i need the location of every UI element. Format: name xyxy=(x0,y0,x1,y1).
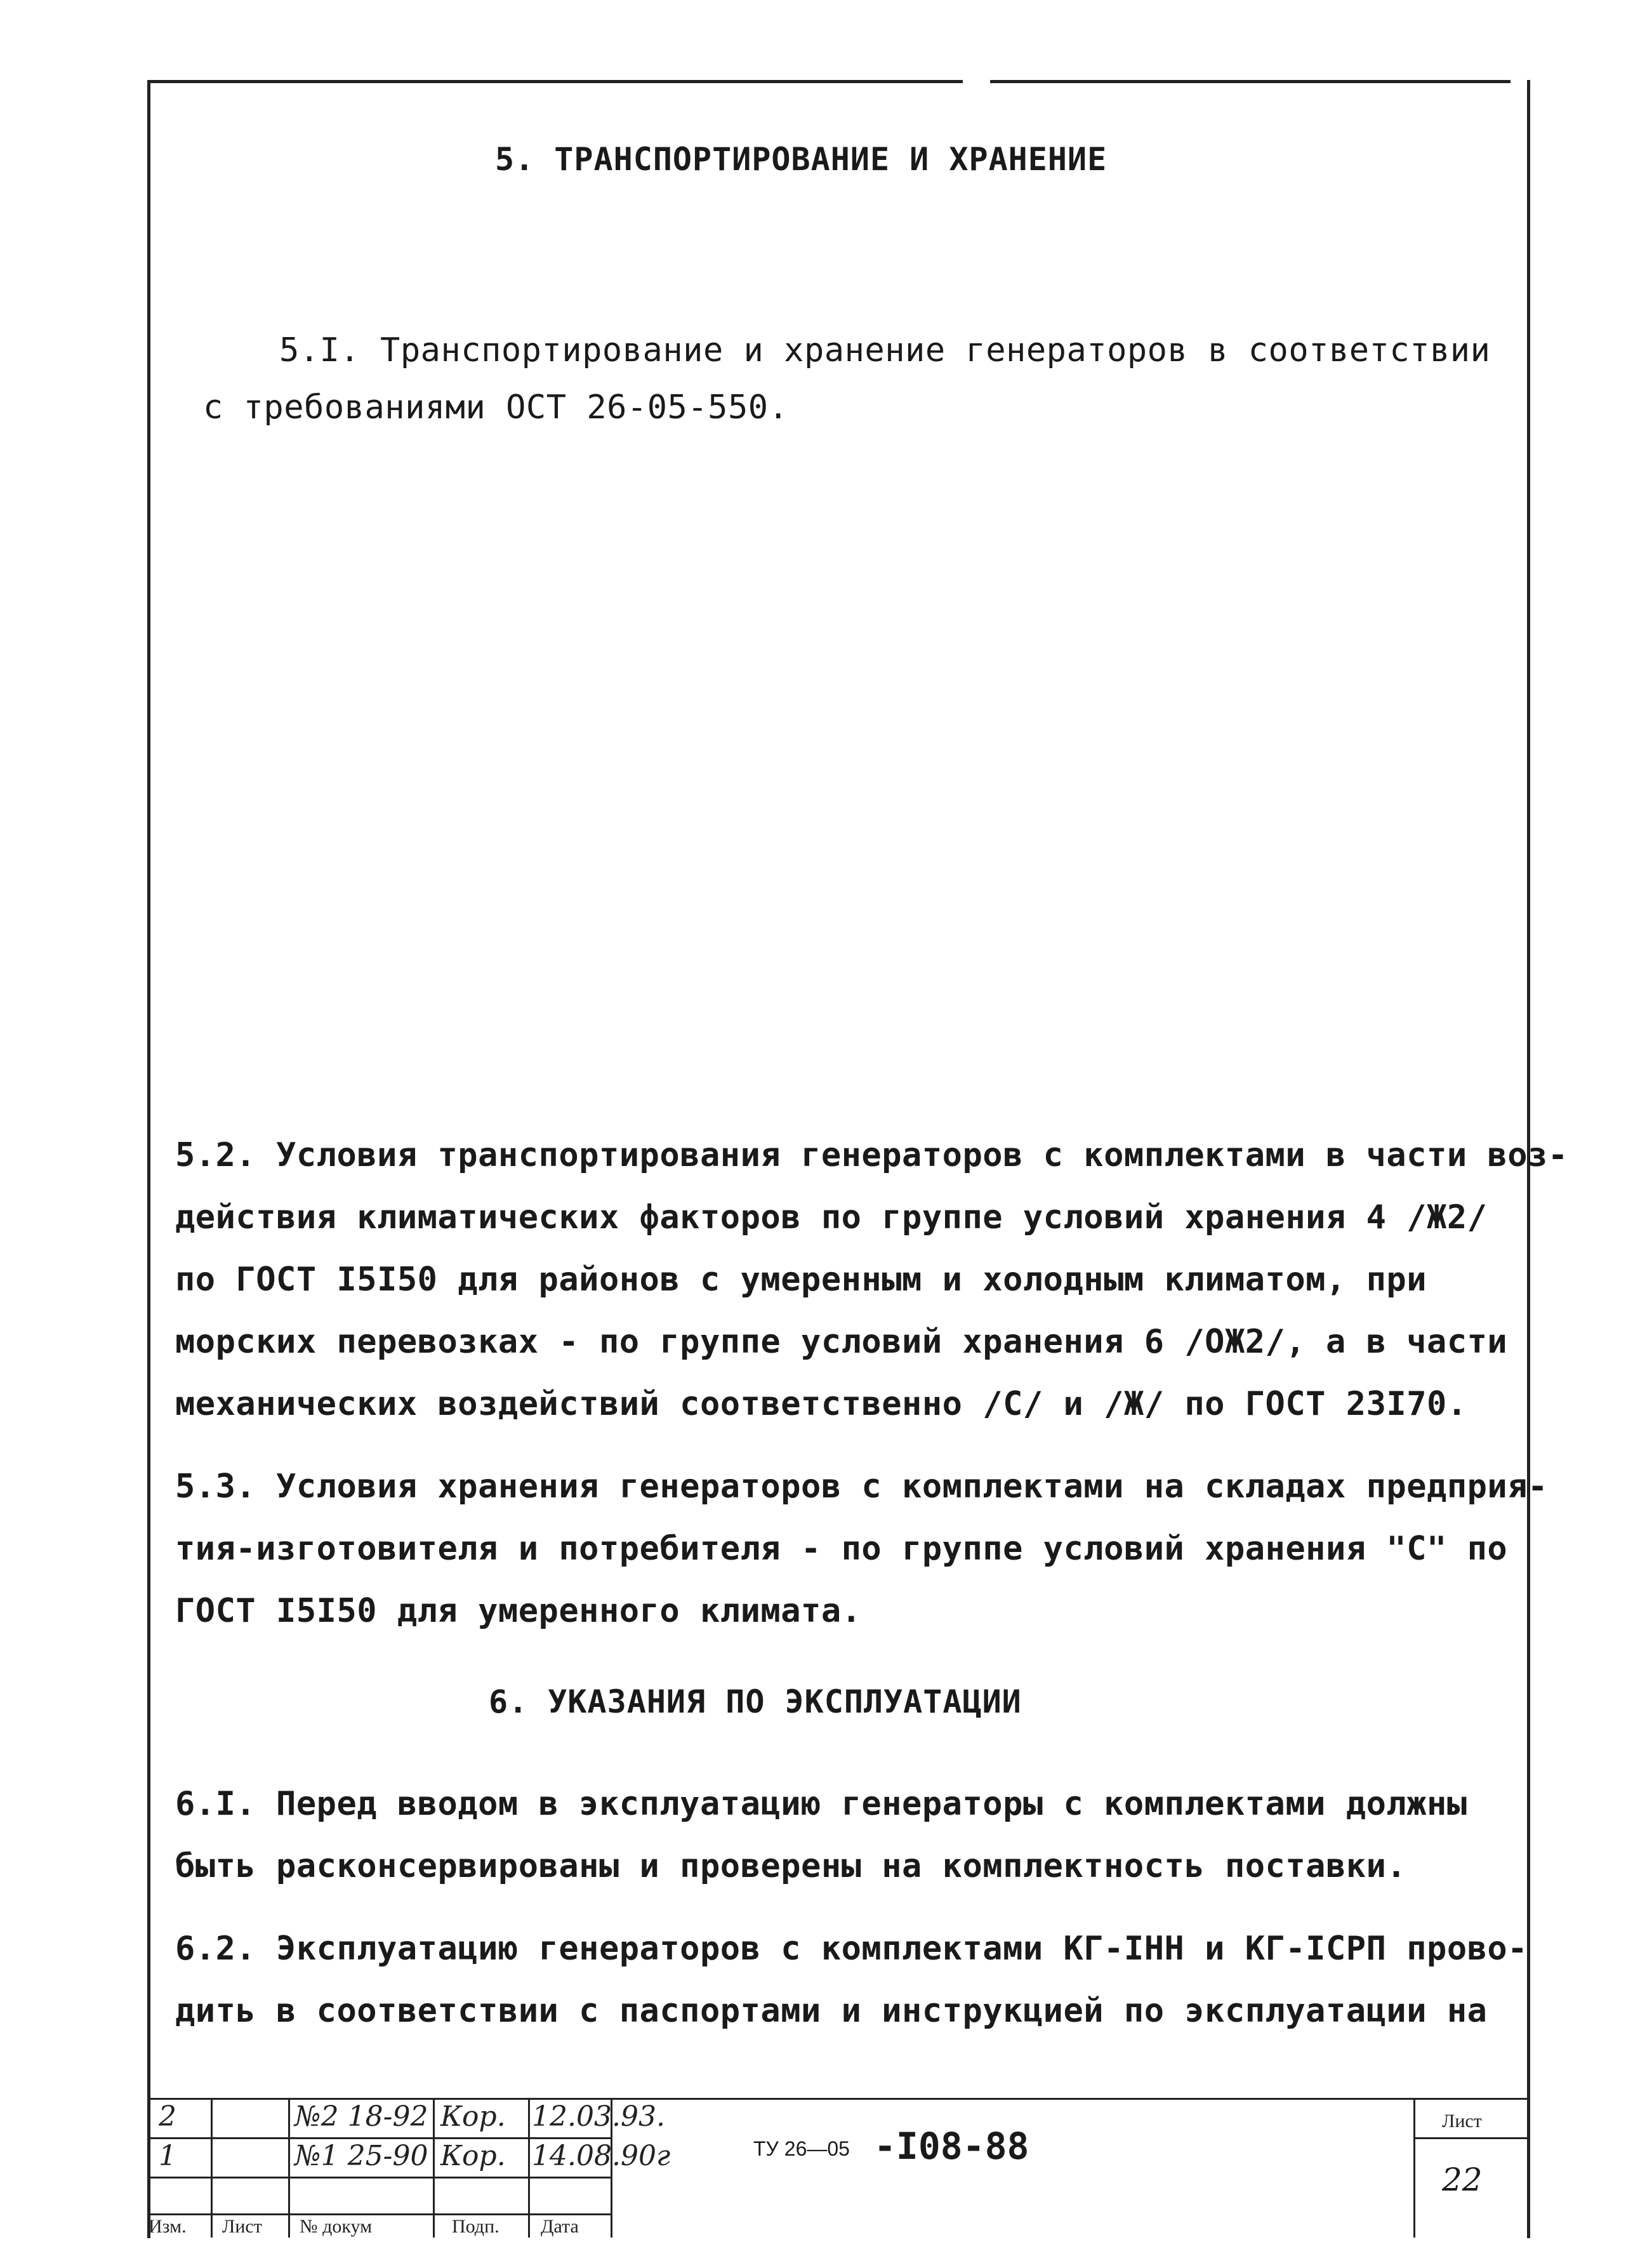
para-5-1-line-2: с требованиями ОСТ 26-05-550. xyxy=(203,388,789,427)
frame-top-border-left xyxy=(147,80,963,83)
stamp-rev2-signature: Кор. xyxy=(440,2140,506,2172)
stamp-caption-list: Лист xyxy=(222,2216,262,2237)
stamp-row-rule-3 xyxy=(147,2213,611,2215)
stamp-code-prefix: ТУ 26—05 xyxy=(753,2137,850,2160)
para-5-3-line-2: тия-изготовителя и потребителя - по группе условий хранения "С" по xyxy=(175,1530,1508,1568)
stamp-caption-doc: № докум xyxy=(300,2216,373,2237)
stamp-caption-izm: Изм. xyxy=(149,2216,187,2237)
frame-left-border xyxy=(147,80,150,2238)
para-5-2-line-1: 5.2. Условия транспортирования генераторов с комплектами в части воз- xyxy=(175,1136,1568,1174)
stamp-col-rule-2 xyxy=(288,2098,290,2238)
stamp-rev1-izm: 2 xyxy=(159,2100,176,2133)
stamp-col-rule-1 xyxy=(211,2098,213,2238)
stamp-rev1-doc: №2 18-92 xyxy=(294,2100,428,2133)
para-6-2-line-2: дить в соответствии с паспортами и инструкцией по эксплуатации на xyxy=(175,1992,1488,2030)
stamp-col-rule-4 xyxy=(528,2098,530,2238)
stamp-top-rule xyxy=(147,2098,1530,2100)
stamp-sheet-number: 22 xyxy=(1442,2161,1483,2198)
stamp-rev1-signature: Кор. xyxy=(440,2100,506,2133)
para-6-1-line-1: 6.I. Перед вводом в эксплуатацию генераторы с комплектами должны xyxy=(175,1785,1467,1823)
para-5-2-line-4: морских перевозках - по группе условий хранения 6 /ОЖ2/, а в части xyxy=(175,1323,1508,1361)
para-6-1-line-2: быть расконсервированы и проверены на комплектность поставки. xyxy=(175,1847,1407,1885)
stamp-caption-signature: Подп. xyxy=(452,2216,499,2237)
stamp-rev2-date: 14.08.90г xyxy=(532,2140,671,2172)
stamp-code-number: -I08-88 xyxy=(874,2125,1029,2168)
stamp-rev2-doc: №1 25-90 xyxy=(294,2140,428,2172)
stamp-rev1-date: 12.03.93. xyxy=(532,2100,665,2133)
stamp-row-rule-2 xyxy=(147,2177,611,2178)
stamp-col-rule-6 xyxy=(1413,2098,1415,2238)
para-5-2-line-5: механических воздействий соответственно /С/ и /Ж/ по ГОСТ 23I70. xyxy=(175,1385,1467,1423)
stamp-col-rule-3 xyxy=(433,2098,435,2238)
para-5-1-line-1: 5.I. Транспортирование и хранение генераторов в соответствии xyxy=(279,331,1491,369)
stamp-rev2-izm: 1 xyxy=(159,2140,176,2172)
stamp-row-rule-1 xyxy=(147,2137,611,2139)
stamp-sheet-rule xyxy=(1413,2137,1530,2139)
stamp-caption-date: Дата xyxy=(541,2216,579,2237)
section-6-title: 6. УКАЗАНИЯ ПО ЭКСПЛУАТАЦИИ xyxy=(489,1683,1022,1720)
title-block-stamp xyxy=(147,2098,1530,2238)
frame-top-border-right xyxy=(990,80,1511,83)
para-5-2-line-3: по ГОСТ I5I50 для районов с умеренным и холодным климатом, при xyxy=(175,1261,1427,1299)
para-6-2-line-1: 6.2. Эксплуатацию генераторов с комплектами КГ-IНН и КГ-ICРП прово- xyxy=(175,1930,1528,1968)
para-5-3-line-1: 5.3. Условия хранения генераторов с комплектами на складах предприя- xyxy=(175,1468,1548,1506)
para-5-2-line-2: действия климатических факторов по группе условий хранения 4 /Ж2/ xyxy=(175,1198,1488,1237)
stamp-sheet-caption: Лист xyxy=(1442,2111,1482,2132)
para-5-3-line-3: ГОСТ I5I50 для умеренного климата. xyxy=(175,1592,862,1630)
section-5-title: 5. ТРАНСПОРТИРОВАНИЕ И ХРАНЕНИЕ xyxy=(495,141,1107,178)
